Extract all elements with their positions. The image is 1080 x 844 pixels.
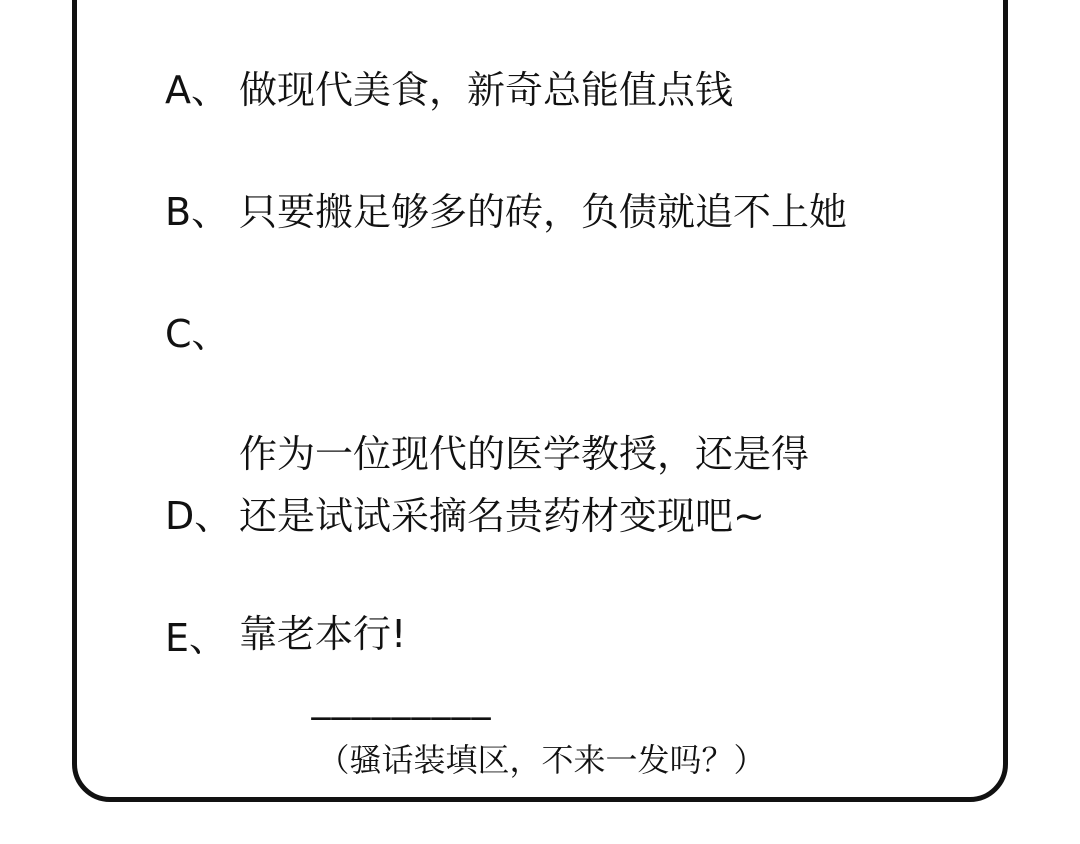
option-e-text — [239, 608, 945, 844]
option-b-text: 只要搬足够多的砖，负债就追不上她 — [239, 190, 848, 234]
option-e[interactable] — [165, 608, 945, 844]
option-c-text-line1: 作为一位现代的医学教授，还是得 — [239, 432, 810, 476]
option-c-letter: C、 — [165, 312, 230, 356]
option-e-hint: （骚话装填区，不来一发吗？） — [317, 741, 766, 779]
option-b[interactable] — [165, 182, 945, 242]
option-e-letter: E、 — [165, 616, 228, 660]
option-d-text: 还是试试采摘名贵药材变现吧~ — [239, 494, 765, 538]
option-d-letter: D、 — [165, 494, 233, 538]
option-b-letter: B、 — [165, 190, 230, 234]
option-a-text: 做现代美食，新奇总能值点钱 — [239, 68, 734, 112]
option-c-text-line2: 靠老本行! — [239, 612, 407, 656]
option-e-blank[interactable]: _________ — [311, 676, 492, 720]
option-a-letter: A、 — [165, 68, 229, 112]
option-d[interactable] — [165, 486, 945, 546]
option-a[interactable] — [165, 60, 945, 120]
